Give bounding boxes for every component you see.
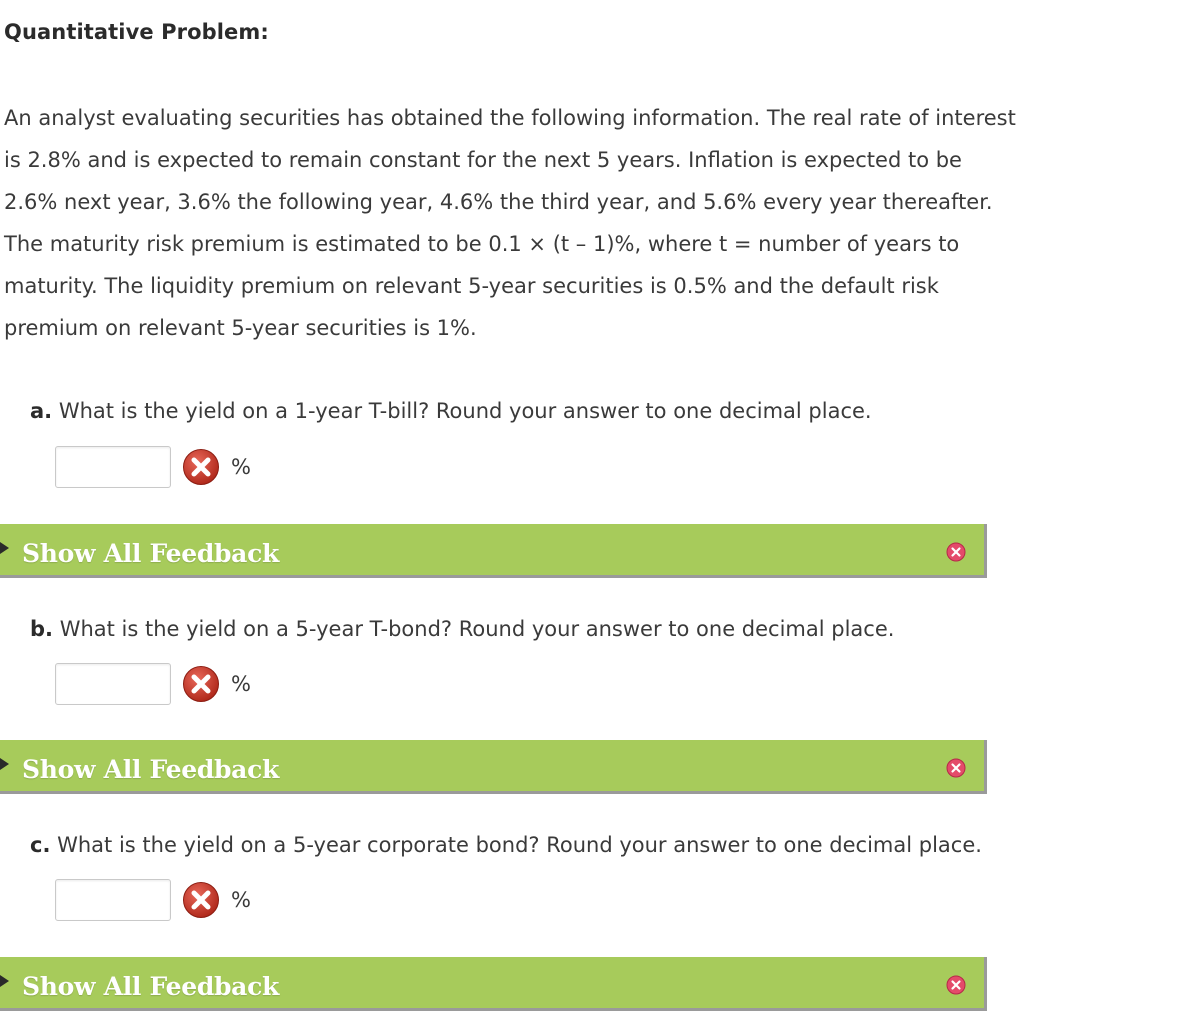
wrong-x-icon	[182, 665, 220, 703]
unit-label: %	[231, 888, 251, 912]
problem-line: An analyst evaluating securities has obtained the following information. The real rate of interest	[4, 106, 1016, 130]
question-a	[30, 399, 872, 423]
problem-line: premium on relevant 5-year securities is 1%.	[4, 316, 477, 340]
question-letter: c.	[30, 833, 51, 857]
close-icon[interactable]	[946, 975, 966, 995]
unit-label: %	[231, 672, 251, 696]
answer-input-c[interactable]	[55, 879, 171, 921]
show-all-feedback-label[interactable]: Show All Feedback	[22, 539, 280, 568]
question-text: What is the yield on a 1-year T-bill? Round your answer to one decimal place.	[52, 399, 872, 423]
expand-arrow-icon[interactable]	[0, 542, 9, 554]
problem-title: Quantitative Problem:	[4, 20, 269, 44]
answer-row-b	[55, 661, 251, 707]
show-all-feedback-label[interactable]: Show All Feedback	[22, 755, 280, 784]
wrong-x-icon	[182, 448, 220, 486]
question-letter: a.	[30, 399, 53, 423]
question-c	[30, 833, 982, 857]
problem-line: is 2.8% and is expected to remain constant for the next 5 years. Inflation is expected to be	[4, 148, 962, 172]
answer-input-b[interactable]	[55, 663, 171, 705]
problem-line: maturity. The liquidity premium on relevant 5-year securities is 0.5% and the default risk	[4, 274, 939, 298]
show-all-feedback-label[interactable]: Show All Feedback	[22, 972, 280, 1001]
close-icon[interactable]	[946, 542, 966, 562]
problem-line: 2.6% next year, 3.6% the following year, 4.6% the third year, and 5.6% every year thereafter.	[4, 190, 993, 214]
unit-label: %	[231, 455, 251, 479]
answer-row-a	[55, 444, 251, 490]
show-all-feedback-bar-a[interactable]	[0, 524, 987, 578]
expand-arrow-icon[interactable]	[0, 758, 9, 770]
problem-statement	[4, 97, 1172, 349]
close-icon[interactable]	[946, 758, 966, 778]
problem-line: The maturity risk premium is estimated to be 0.1 × (t – 1)%, where t = number of years to	[4, 232, 960, 256]
question-text: What is the yield on a 5-year corporate bond? Round your answer to one decimal place.	[50, 833, 982, 857]
answer-input-a[interactable]	[55, 446, 171, 488]
show-all-feedback-bar-c[interactable]	[0, 957, 987, 1011]
wrong-x-icon	[182, 881, 220, 919]
expand-arrow-icon[interactable]	[0, 975, 9, 987]
question-text: What is the yield on a 5-year T-bond? Round your answer to one decimal place.	[53, 617, 895, 641]
question-letter: b.	[30, 617, 54, 641]
show-all-feedback-bar-b[interactable]	[0, 740, 987, 794]
answer-row-c	[55, 877, 251, 923]
question-b	[30, 617, 894, 641]
